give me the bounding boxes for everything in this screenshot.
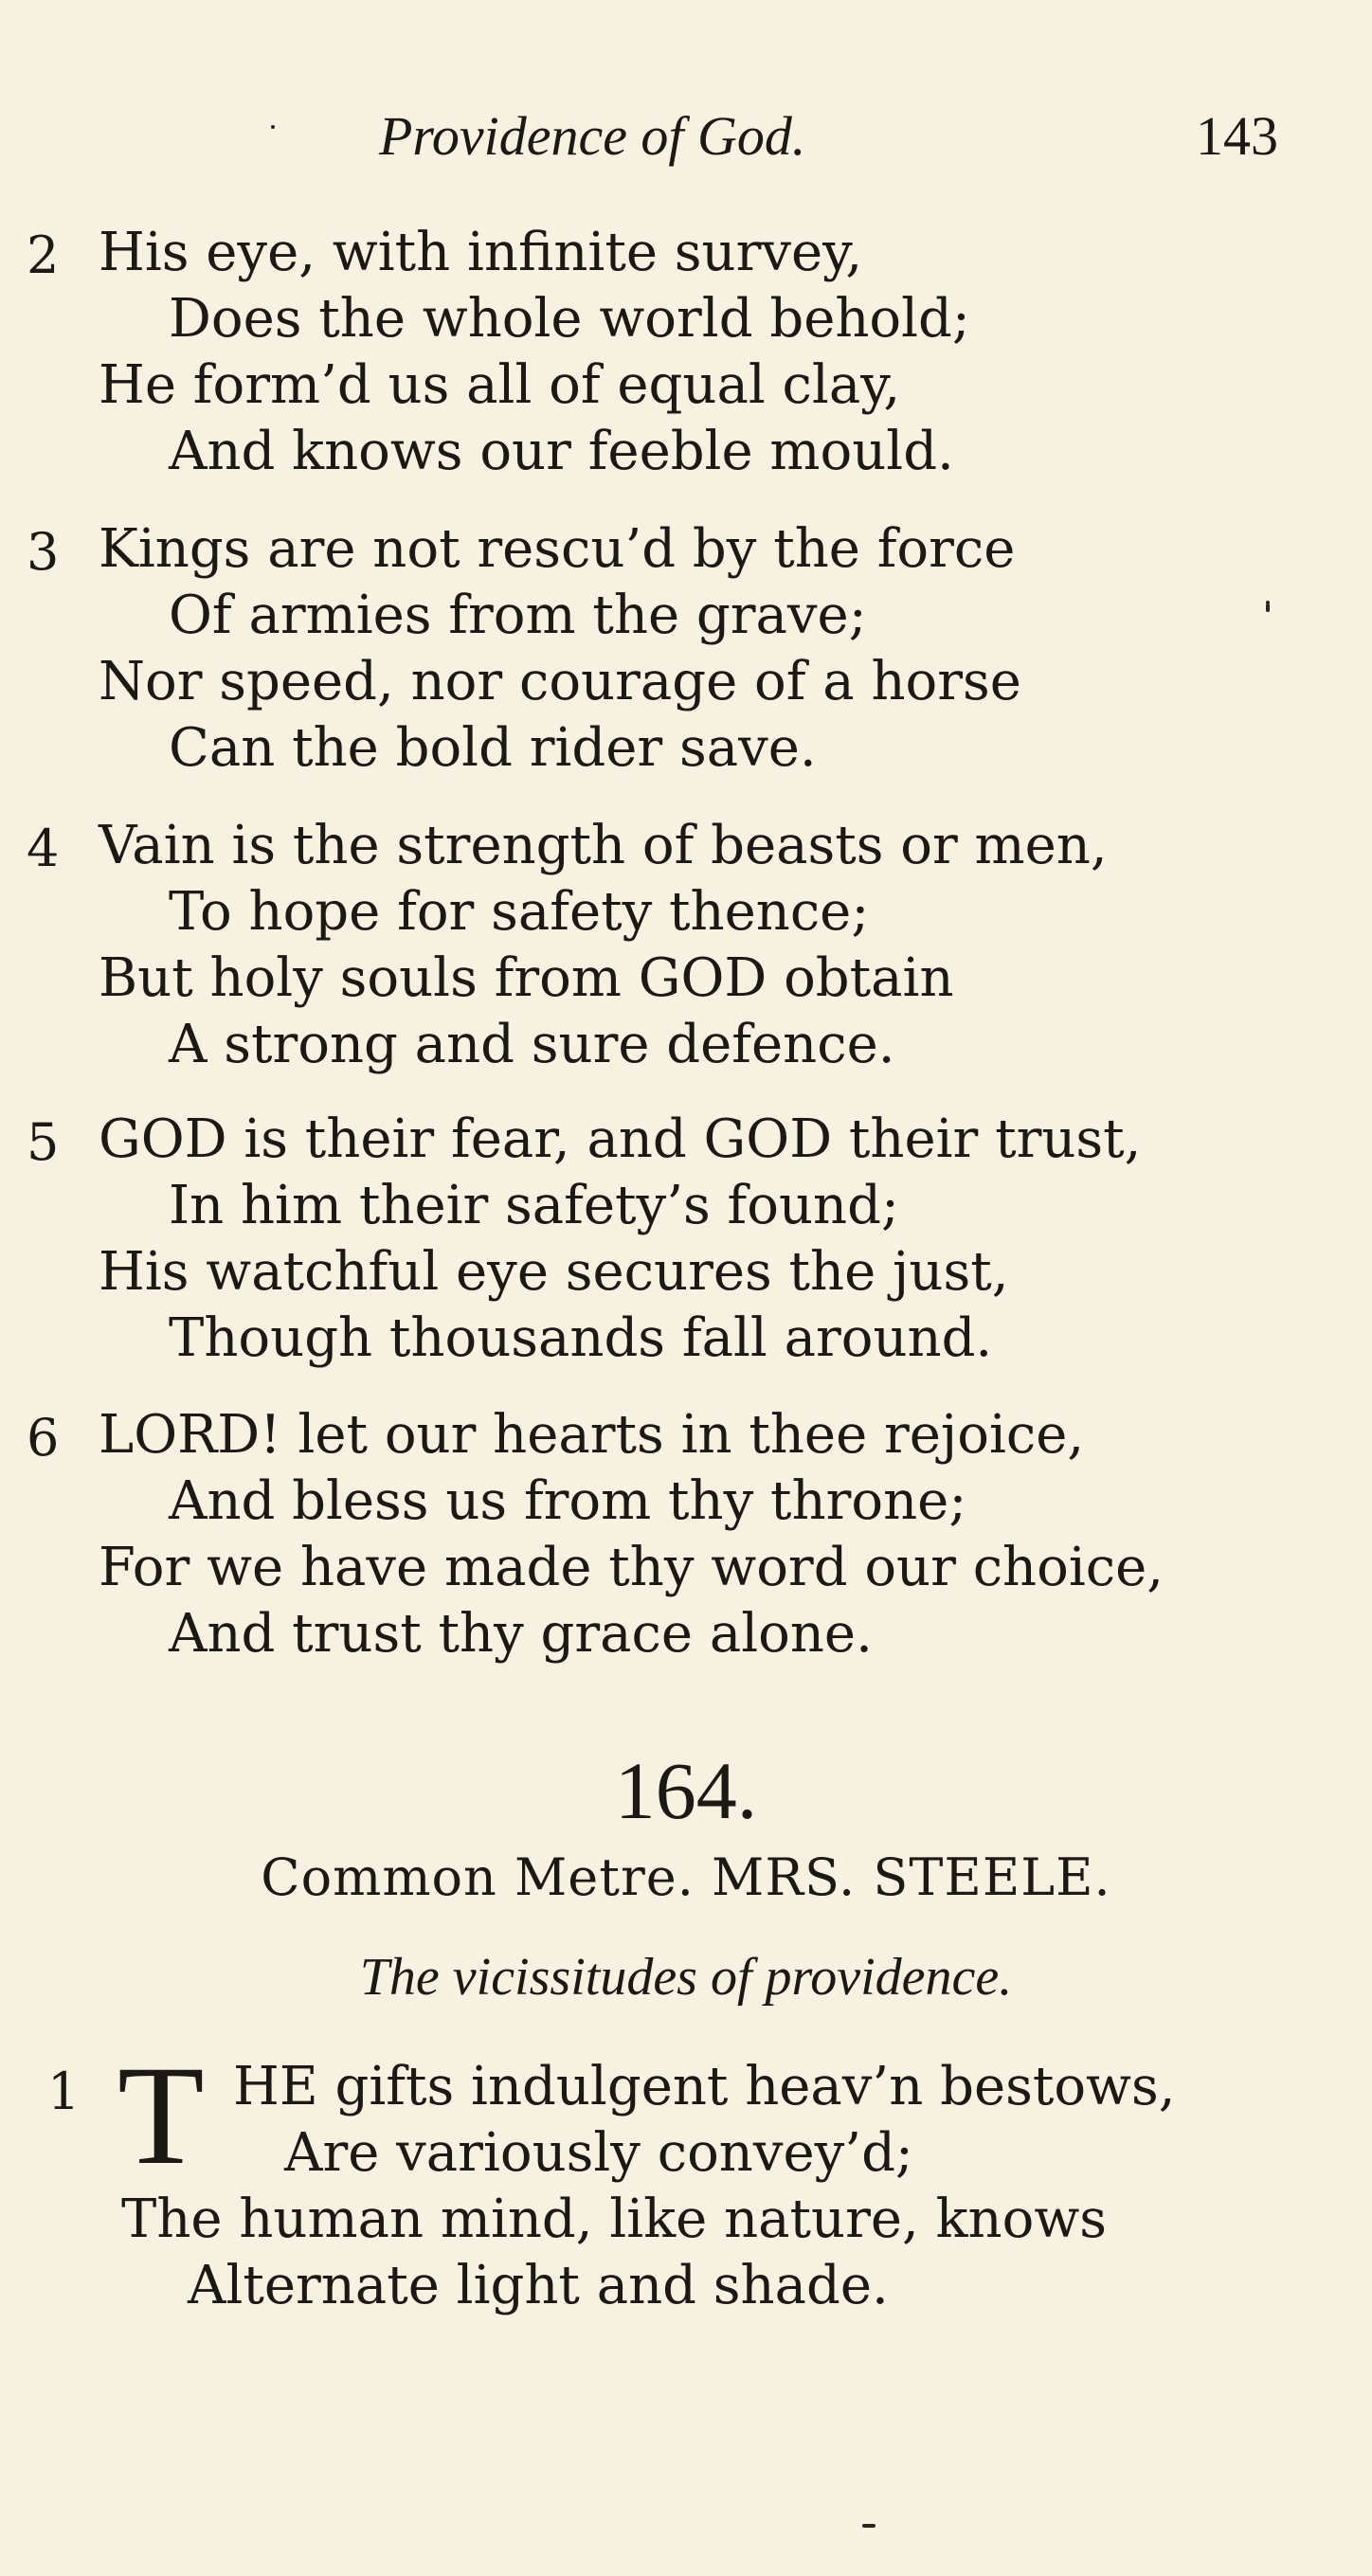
verse-line: Can the bold rider save. — [169, 717, 817, 779]
verse-line: But holy souls from GOD obtain — [99, 947, 954, 1009]
verse-line: Alternate light and shade. — [188, 2255, 889, 2316]
verse-line: Kings are not rescu’d by the force — [99, 518, 1016, 580]
stanza-number: 2 — [27, 225, 60, 285]
running-title: Providence of God. — [379, 105, 806, 167]
stanza-number: 5 — [27, 1112, 60, 1172]
verse-line: For we have made thy word our choice, — [99, 1537, 1164, 1598]
verse-line: His watchful eye secures the just, — [99, 1241, 1009, 1303]
hymn-subtitle: The vicissitudes of providence. — [359, 1948, 1013, 2007]
verse-line: HE gifts indulgent heav’n bestows, — [233, 2056, 1176, 2117]
verse-line: To hope for safety thence; — [169, 881, 870, 943]
drop-cap: T — [117, 2037, 205, 2194]
stanza-number: 4 — [27, 819, 60, 878]
verse-line: Does the whole world behold; — [169, 288, 970, 350]
verse-line: Vain is the strength of beasts or men, — [99, 815, 1108, 876]
page-number: 143 — [1196, 105, 1278, 167]
ink-speck — [862, 2524, 876, 2528]
verse-line: LORD! let our hearts in thee rejoice, — [99, 1404, 1085, 1466]
verse-line: The human mind, like nature, knows — [121, 2189, 1107, 2250]
running-head — [0, 104, 1372, 180]
verse-line: Of armies from the grave; — [169, 585, 867, 646]
ink-speck — [271, 125, 275, 129]
stanza-number: 1 — [47, 2062, 81, 2121]
verse-line: GOD is their fear, and GOD their trust, — [99, 1108, 1142, 1170]
stanza-number: 3 — [27, 522, 60, 582]
verse-line: And knows our feeble mould. — [169, 421, 954, 482]
verse-line: In him their safety’s found; — [169, 1175, 899, 1236]
hymn-metre-author: Common Metre. MRS. STEELE. — [261, 1847, 1111, 1907]
verse-line: His eye, with infinite survey, — [99, 222, 863, 283]
hymn-number: 164. — [614, 1745, 758, 1836]
verse-line: He form’d us all of equal clay, — [99, 354, 901, 416]
verse-line: A strong and sure defence. — [169, 1014, 895, 1075]
ink-speck — [1266, 603, 1270, 612]
verse-line: Are variously convey’d; — [284, 2122, 913, 2184]
verse-line: Though thousands fall around. — [169, 1307, 993, 1369]
verse-line: And trust thy grace alone. — [169, 1603, 873, 1665]
verse-line: And bless us from thy throne; — [169, 1470, 967, 1532]
verse-line: Nor speed, nor courage of a horse — [99, 651, 1021, 712]
stanza-number: 6 — [27, 1408, 60, 1468]
